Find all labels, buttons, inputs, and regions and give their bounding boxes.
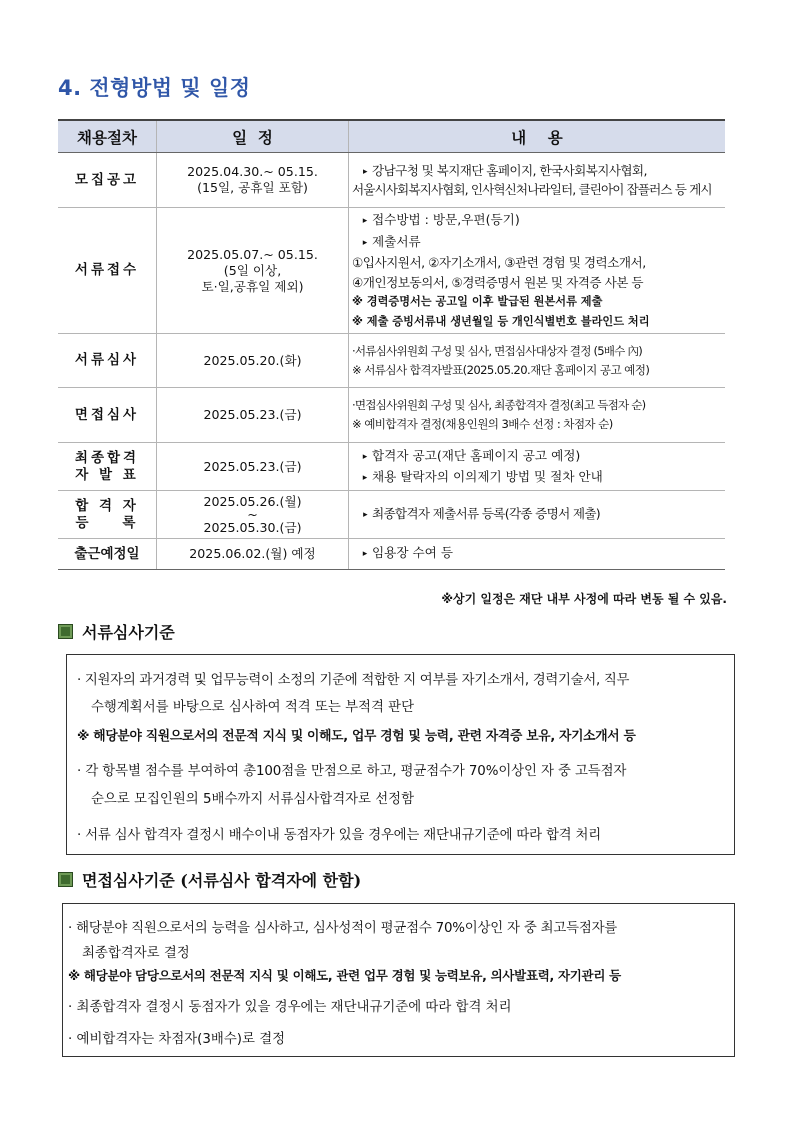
section-heading: 4. 전형방법 및 일정 — [58, 76, 251, 100]
date-cell — [157, 539, 349, 570]
col-header-content: 내 용 — [349, 120, 726, 153]
date-line: (5일 이상, — [223, 262, 282, 278]
criteria-line: 최종합격자로 결정 — [82, 946, 190, 961]
date-line: ~ — [247, 507, 258, 522]
step-line: 자 발 표 — [75, 466, 139, 483]
section-title-text: 면접심사기준 (서류심사 합격자에 한함) — [82, 871, 362, 890]
interview-criteria-box — [62, 903, 735, 1057]
criteria-line: ※ 해당분야 직원으로서의 전문적 지식 및 이해도, 업무 경험 및 능력, 관련 자격증 보유, 자기소개서 등 — [77, 729, 636, 744]
square-bullet-icon — [58, 872, 73, 887]
content-note: ※ 제출 증빙서류내 생년월일 등 개인식별번호 블라인드 처리 — [352, 314, 650, 328]
section-title-text: 서류심사기준 — [82, 623, 175, 642]
step-cell — [58, 443, 157, 491]
step-cell — [58, 491, 157, 539]
section-title-interview — [58, 868, 361, 891]
criteria-line: · 최종합격자 결정시 동점자가 있을 경우에는 재단내규기준에 따라 합격 처리 — [68, 1000, 512, 1015]
step-line: 등 록 — [75, 514, 139, 531]
table-row — [58, 388, 725, 443]
table-row — [58, 153, 725, 208]
content-line: ④개인정보동의서, ⑤경력증명서 원본 및 자격증 사본 등 — [352, 274, 644, 290]
content-note: ※ 경력증명서는 공고일 이후 발급된 원본서류 제출 — [352, 295, 603, 308]
table-row — [58, 491, 725, 539]
date-cell — [157, 443, 349, 491]
content-cell — [349, 153, 726, 208]
document-review-box — [66, 654, 735, 855]
bullet-item: ▸ 제출서류 — [352, 232, 722, 254]
schedule-note: ※상기 일정은 재단 내부 사정에 따라 변동 될 수 있음. — [441, 592, 727, 606]
date-line: (15일, 공휴일 포함) — [197, 180, 308, 195]
bullet-item: ▸ 임용장 수여 등 — [352, 544, 722, 564]
date-line: 토·일,공휴일 제외) — [201, 278, 304, 294]
criteria-line: · 서류 심사 합격자 결정시 배수이내 동점자가 있을 경우에는 재단내규기준에 따라 합격 처리 — [77, 828, 601, 843]
criteria-line: ※ 해당분야 담당으로서의 전문적 지식 및 이해도, 관련 업무 경험 및 능력보유, 의사발표력, 자기관리 등 — [68, 968, 621, 983]
date-line: 2025.05.07.~ 05.15. — [187, 246, 318, 262]
criteria-line: 순으로 모집인원의 5배수까지 서류심사합격자로 선정함 — [91, 792, 415, 807]
date-cell — [157, 153, 349, 208]
step-cell: 서류심사 — [58, 334, 157, 388]
schedule-table — [58, 119, 725, 570]
col-header-date: 일 정 — [157, 120, 349, 153]
step-line: 최종합격 — [74, 449, 140, 466]
content-line: ※ 예비합격자 결정(채용인원의 3배수 선정 : 차점자 순) — [352, 417, 613, 431]
date-cell — [157, 334, 349, 388]
step-cell: 서류접수 — [58, 208, 157, 334]
content-cell — [349, 208, 726, 334]
bullet-item: ▸ 채용 탈락자의 이의제기 방법 및 절차 안내 — [352, 467, 722, 488]
criteria-line: · 해당분야 직원으로서의 능력을 심사하고, 심사성적이 평균점수 70%이상인 자 중 최고득점자를 — [68, 921, 618, 936]
date-cell — [157, 388, 349, 443]
col-header-step: 채용절차 — [58, 120, 157, 153]
content-line: 서울시사회복지사협회, 인사혁신처나라일터, 클린아이 잡플러스 등 게시 — [352, 182, 712, 197]
table-row — [58, 539, 725, 570]
date-cell — [157, 491, 349, 539]
date-line: 2025.06.02.(월) 예정 — [189, 546, 316, 561]
table-row — [58, 443, 725, 491]
date-line: 2025.05.23.(금) — [203, 458, 302, 474]
content-cell — [349, 443, 726, 491]
bullet-item: ▸ 합격자 공고(재단 홈페이지 공고 예정) — [352, 446, 722, 467]
step-cell: 모집공고 — [58, 153, 157, 208]
content-line: ·서류심사위원회 구성 및 심사, 면접심사대상자 결정 (5배수 內) — [352, 343, 642, 358]
content-line: ①입사지원서, ②자기소개서, ③관련 경험 및 경력소개서, — [352, 255, 646, 270]
content-cell — [349, 539, 726, 570]
step-line: 합 격 자 — [75, 497, 139, 514]
date-line: 2025.05.23.(금) — [203, 407, 302, 422]
criteria-line: · 예비합격자는 차점자(3배수)로 결정 — [68, 1032, 286, 1047]
bullet-item: ▸ 최종합격자 제출서류 등록(각종 증명서 제출) — [352, 505, 722, 525]
content-line: ※ 서류심사 합격자발표(2025.05.20.재단 홈페이지 공고 예정) — [352, 362, 650, 377]
section-title-document-review — [58, 620, 175, 643]
criteria-line: · 각 항목별 점수를 부여하여 총100점을 만점으로 하고, 평균점수가 70%이상인 자 중 고득점자 — [77, 764, 627, 779]
content-cell — [349, 388, 726, 443]
date-line: 2025.05.30.(금) — [203, 520, 302, 535]
date-line: 2025.05.20.(화) — [203, 352, 302, 368]
date-line: 2025.04.30.~ 05.15. — [187, 164, 318, 179]
date-cell — [157, 208, 349, 334]
content-cell — [349, 491, 726, 539]
criteria-line: · 지원자의 과거경력 및 업무능력이 소정의 기준에 적합한 지 여부를 자기소개서, 경력기술서, 직무 — [77, 673, 630, 688]
content-cell — [349, 334, 726, 388]
table-header-row — [58, 120, 725, 153]
step-cell: 출근예정일 — [58, 539, 157, 570]
table-row — [58, 208, 725, 334]
table-row — [58, 334, 725, 388]
bullet-item: ▸ 접수방법 : 방문,우편(등기) — [352, 210, 722, 232]
bullet-item: ▸ 강남구청 및 복지재단 홈페이지, 한국사회복지사협회, — [352, 162, 722, 182]
content-line: ·면접심사위원회 구성 및 심사, 최종합격자 결정(최고 득점자 순) — [352, 398, 646, 412]
step-cell: 면접심사 — [58, 388, 157, 443]
criteria-line: 수행계획서를 바탕으로 심사하여 적격 또는 부적격 판단 — [91, 700, 415, 715]
date-line: 2025.05.26.(월) — [203, 494, 302, 509]
square-bullet-icon — [58, 624, 73, 639]
